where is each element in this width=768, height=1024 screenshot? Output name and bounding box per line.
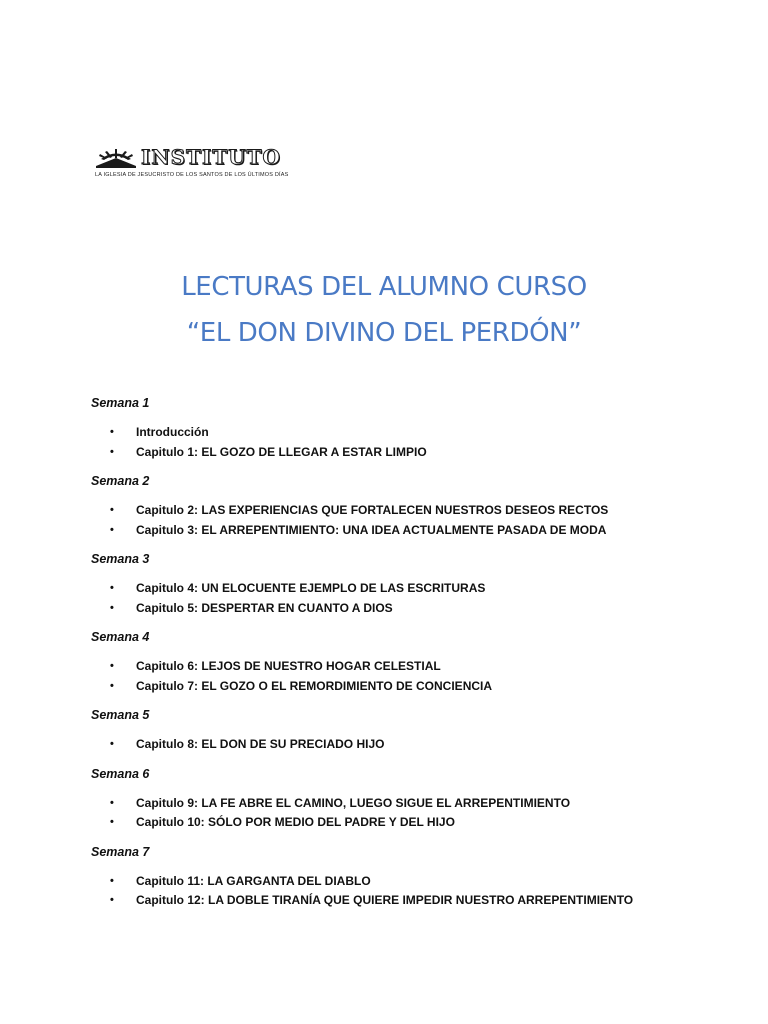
bullet-icon: • [110, 524, 114, 536]
logo-subtitle: LA IGLESIA DE JESUCRISTO DE LOS SANTOS DE LOS ÚLTIMOS DÍAS [95, 172, 289, 178]
bullet-icon: • [110, 738, 114, 750]
week-heading: Semana 3 [91, 552, 150, 566]
list-item [110, 874, 371, 888]
bullet-icon: • [110, 680, 114, 692]
chapter-label: Capitulo 9: LA FE ABRE EL CAMINO, LUEGO SIGUE EL ARREPENTIMIENTO [136, 796, 571, 810]
chapter-label: Capitulo 1: EL GOZO DE LLEGAR A ESTAR LIMPIO [136, 445, 427, 459]
chapter-label: Capitulo 5: DESPERTAR EN CUANTO A DIOS [136, 601, 393, 615]
bullet-icon: • [110, 875, 114, 887]
list-item [110, 659, 441, 673]
bullet-icon: • [110, 816, 114, 828]
list-item [110, 796, 570, 810]
week-heading: Semana 5 [91, 708, 150, 722]
chapter-label: Capitulo 6: LEJOS DE NUESTRO HOGAR CELESTIAL [136, 659, 441, 673]
bullet-icon: • [110, 797, 114, 809]
chapter-label: Capitulo 7: EL GOZO O EL REMORDIMIENTO DE CONCIENCIA [136, 679, 493, 693]
list-item [110, 581, 485, 595]
list-item [110, 737, 384, 751]
chapter-label: Capitulo 2: LAS EXPERIENCIAS QUE FORTALECEN NUESTROS DESEOS RECTOS [136, 503, 609, 517]
bullet-icon: • [110, 602, 114, 614]
bullet-icon: • [110, 894, 114, 906]
chapter-label: Capitulo 11: LA GARGANTA DEL DIABLO [136, 874, 371, 888]
bullet-icon: • [110, 504, 114, 516]
list-item [110, 445, 427, 459]
bullet-icon: • [110, 582, 114, 594]
document-title-line-2: “EL DON DIVINO DEL PERDÓN” [186, 318, 582, 348]
list-item [110, 815, 455, 829]
week-heading: Semana 6 [91, 767, 150, 781]
list-item [110, 601, 393, 615]
week-heading: Semana 2 [91, 474, 150, 488]
document-title-line-1: LECTURAS DEL ALUMNO CURSO [181, 272, 587, 302]
week-heading: Semana 1 [91, 396, 150, 410]
logo-title: INSTITUTO [141, 145, 281, 169]
chapter-label: Capitulo 10: SÓLO POR MEDIO DEL PADRE Y DEL HIJO [136, 815, 455, 829]
week-heading: Semana 4 [91, 630, 150, 644]
list-item [110, 523, 606, 537]
bullet-icon: • [110, 426, 114, 438]
open-book-sun-icon [95, 146, 137, 168]
list-item [110, 425, 209, 439]
chapter-label: Capitulo 3: EL ARREPENTIMIENTO: UNA IDEA ACTUALMENTE PASADA DE MODA [136, 523, 607, 537]
chapter-label: Capitulo 8: EL DON DE SU PRECIADO HIJO [136, 737, 385, 751]
institute-logo [95, 143, 295, 183]
week-heading: Semana 7 [91, 845, 150, 859]
chapter-label: Introducción [136, 425, 209, 439]
bullet-icon: • [110, 446, 114, 458]
bullet-icon: • [110, 660, 114, 672]
chapter-label: Capitulo 4: UN ELOCUENTE EJEMPLO DE LAS ESCRITURAS [136, 581, 486, 595]
list-item [110, 503, 608, 517]
list-item [110, 679, 492, 693]
chapter-label: Capitulo 12: LA DOBLE TIRANÍA QUE QUIERE IMPEDIR NUESTRO ARREPENTIMIENTO [136, 893, 634, 907]
list-item [110, 893, 633, 907]
